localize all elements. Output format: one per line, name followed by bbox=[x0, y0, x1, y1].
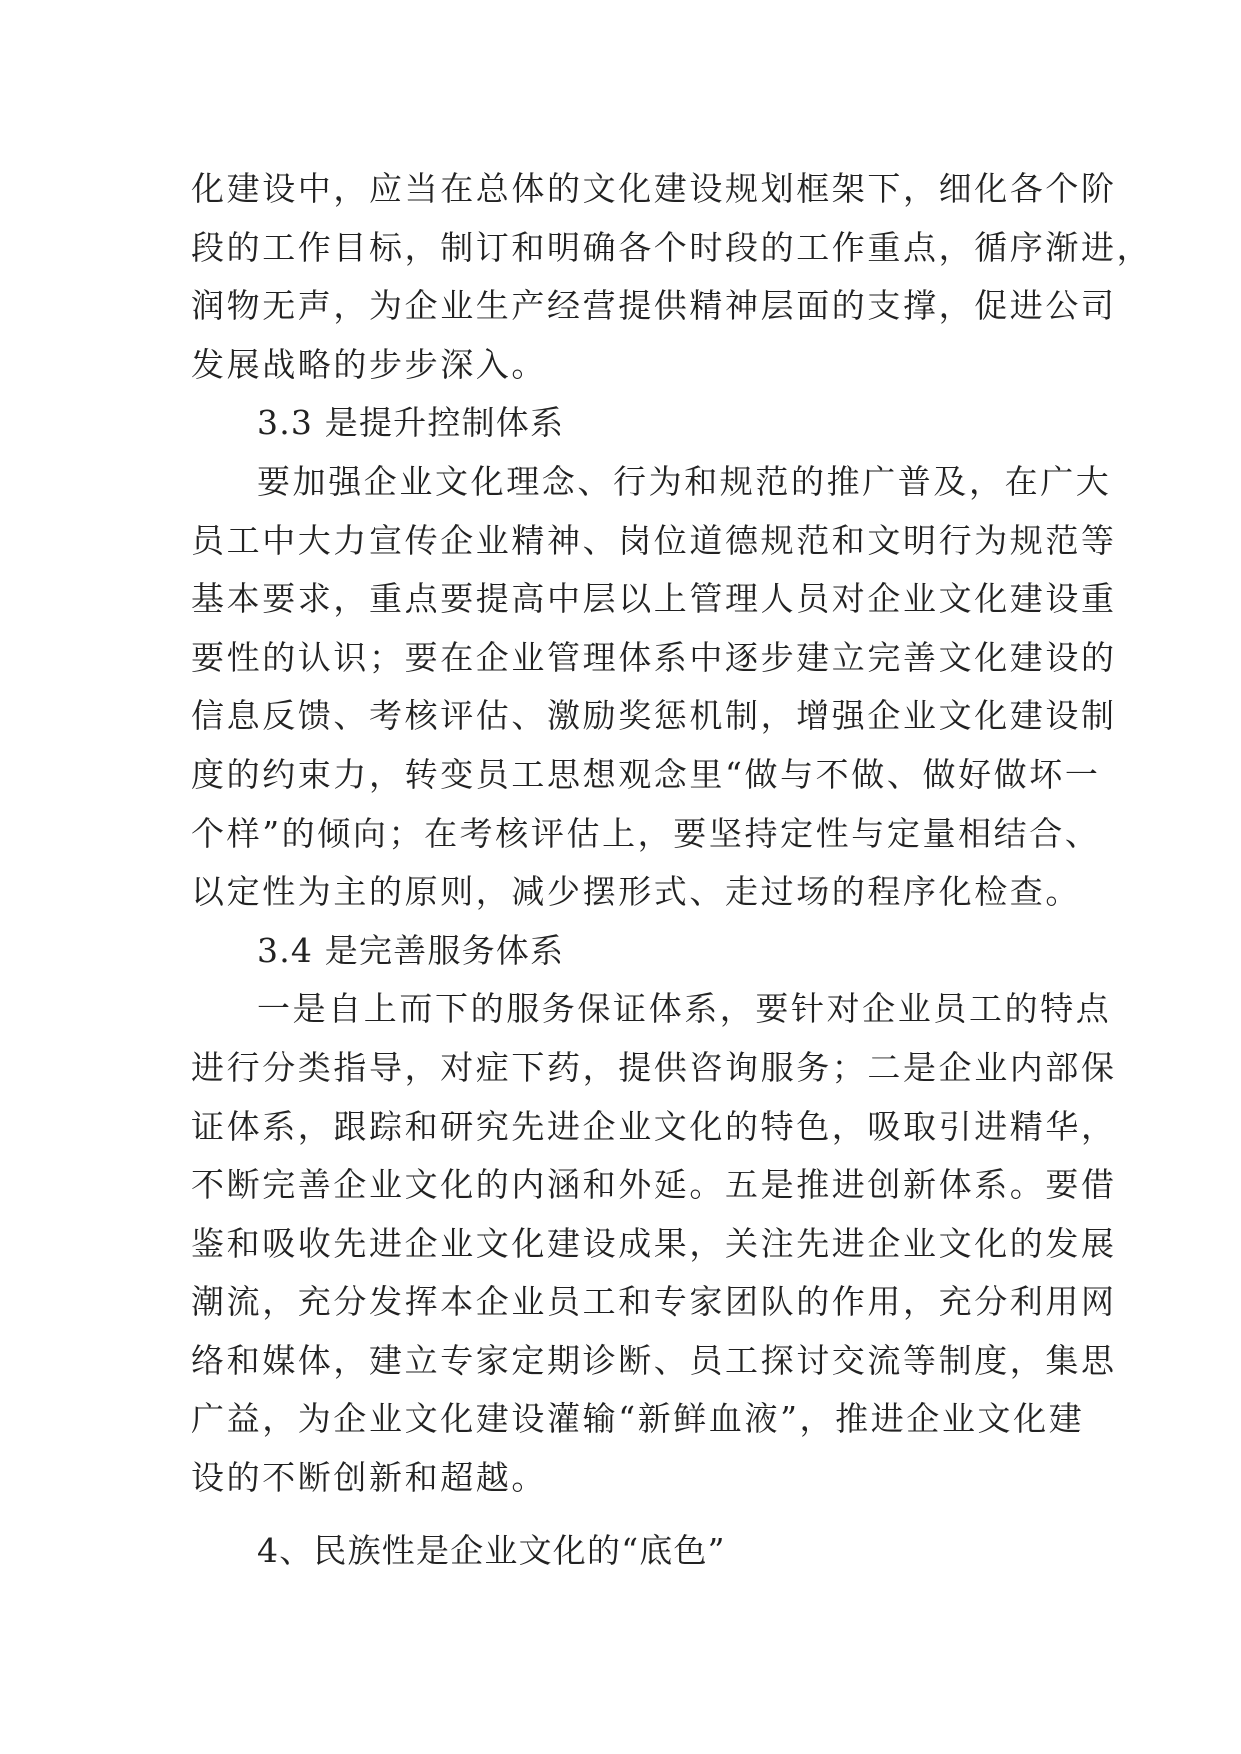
paragraph-line: 润物无声，为企业生产经营提供精神层面的支撑，促进公司 bbox=[191, 286, 1117, 326]
paragraph-line: 段的工作目标，制订和明确各个时段的工作重点，循序渐进， bbox=[191, 227, 1153, 267]
paragraph-line: 要加强企业文化理念、行为和规范的推广普及，在广大 bbox=[257, 461, 1112, 501]
section-heading-4: 4、民族性是企业文化的“底色” bbox=[257, 1530, 726, 1570]
paragraph-line: 鉴和吸收先进企业文化建设成果，关注先进企业文化的发展 bbox=[191, 1223, 1117, 1263]
section-heading-3-4: 3.4 是完善服务体系 bbox=[257, 930, 565, 970]
paragraph-line: 广益，为企业文化建设灌输“新鲜血液”，推进企业文化建 bbox=[191, 1399, 1085, 1439]
section-heading-3-3: 3.3 是提升控制体系 bbox=[257, 403, 565, 443]
paragraph-line: 不断完善企业文化的内涵和外延。五是推进创新体系。要借 bbox=[191, 1165, 1117, 1205]
paragraph-line: 潮流，充分发挥本企业员工和专家团队的作用，充分利用网 bbox=[191, 1282, 1117, 1322]
paragraph-line: 设的不断创新和超越。 bbox=[191, 1458, 547, 1498]
paragraph-line: 一是自上而下的服务保证体系，要针对企业员工的特点 bbox=[257, 989, 1112, 1029]
paragraph-line: 信息反馈、考核评估、激励奖惩机制，增强企业文化建设制 bbox=[191, 696, 1117, 736]
paragraph-line: 度的约束力，转变员工思想观念里“做与不做、做好做坏一 bbox=[191, 754, 1101, 794]
paragraph-line: 个样”的倾向；在考核评估上，要坚持定性与定量相结合、 bbox=[191, 813, 1101, 853]
paragraph-line: 员工中大力宣传企业精神、岗位道德规范和文明行为规范等 bbox=[191, 520, 1117, 560]
paragraph-line: 进行分类指导，对症下药，提供咨询服务；二是企业内部保 bbox=[191, 1047, 1117, 1087]
paragraph-line: 发展战略的步步深入。 bbox=[191, 344, 547, 384]
document-body bbox=[191, 160, 1153, 1580]
paragraph-line: 络和媒体，建立专家定期诊断、员工探讨交流等制度，集思 bbox=[191, 1340, 1117, 1380]
paragraph-line: 以定性为主的原则，减少摆形式、走过场的程序化检查。 bbox=[191, 872, 1081, 912]
paragraph-line: 要性的认识；要在企业管理体系中逐步建立完善文化建设的 bbox=[191, 637, 1117, 677]
paragraph-line: 化建设中，应当在总体的文化建设规划框架下，细化各个阶 bbox=[191, 169, 1117, 208]
paragraph-line: 证体系，跟踪和研究先进企业文化的特色，吸取引进精华， bbox=[191, 1106, 1117, 1146]
paragraph-line: 基本要求，重点要提高中层以上管理人员对企业文化建设重 bbox=[191, 579, 1117, 619]
